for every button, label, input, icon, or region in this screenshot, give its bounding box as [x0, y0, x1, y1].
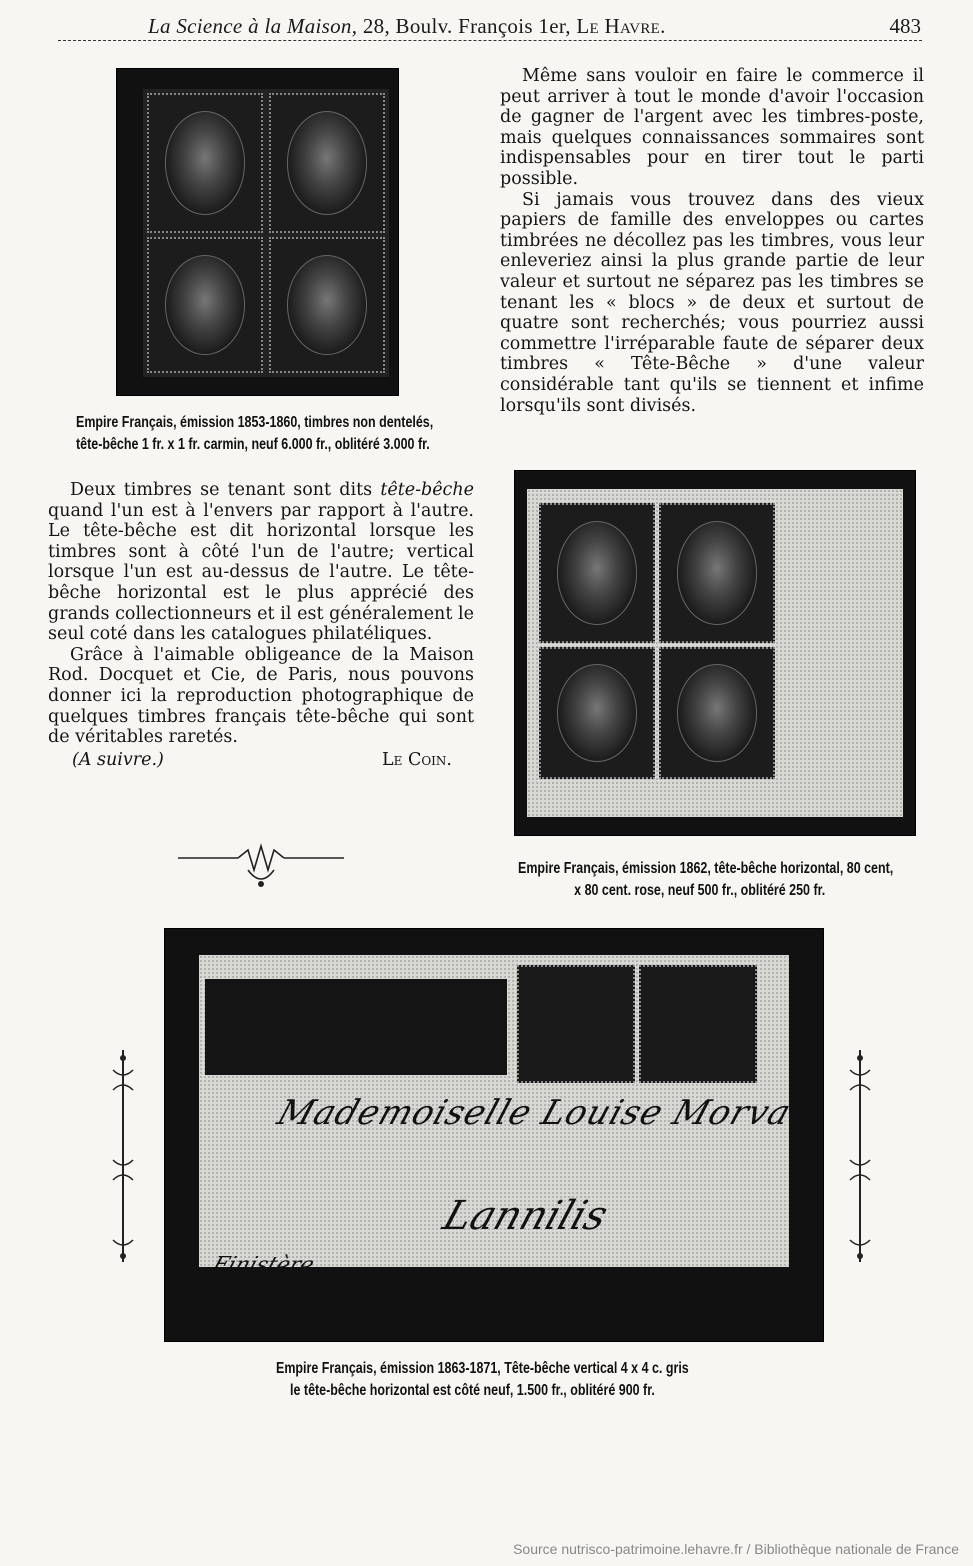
right-paragraph-2: Si jamais vous trouvez dans des vieux papiers de famille des enveloppes ou cartes timbrées ne décollez pas les timbres, vous leur enleveriez ainsi la plus grande partie de leur valeur et surtout ne séparez pas les timbres se tenant les « blocs » de deux et surtout de quatre sont recherchés; vous pourriez aussi commettre l'irréparable faute de séparer deux timbres « Tête-Bêche » d'une valeur considérable tant qu'ils se tiennent et infime lorsqu'ils sont divisés.: [500, 189, 924, 416]
source-attribution: Source nutrisco-patrimoine.lehavre.fr / Bibliothèque nationale de France: [513, 1541, 959, 1557]
stamp-2-top-left: [539, 503, 655, 643]
figure-2-caption: [518, 858, 893, 902]
stamp-bottom-right: [269, 237, 385, 373]
stamp-2-top-right: [659, 503, 775, 643]
figure-3-caption: [276, 1358, 689, 1402]
fleuron-ornament-icon: [178, 840, 344, 892]
right-border-ornament-icon: [845, 1050, 875, 1262]
stamp-bottom-left: [147, 237, 263, 373]
left-border-ornament-icon: [108, 1050, 138, 1262]
left-paragraph-1-end: quand l'un est à l'envers par rapport à l'autre. Le tête-bêche est dit horizontal lorsque les timbres sont à côté l'un de l'autre; vertical lorsque l'un est au-dessus de l'autre. Le tête-bêche horizontal est le plus apprécié des grands collectionneurs et il est généralement le seul coté dans les catalogues philatéliques.: [48, 500, 474, 645]
left-column-text: [48, 480, 474, 770]
right-column-text: [500, 66, 924, 416]
stamp-2-bottom-left: [539, 647, 655, 779]
figure-2-caption-line-2: x 80 cent. rose, neuf 500 fr., oblitéré 250 fr.: [574, 882, 826, 899]
journal-city: Le Havre.: [576, 14, 666, 38]
left-paragraph-1: [48, 480, 474, 645]
figure-3-envelope-photo: [164, 928, 824, 1342]
stamp-top-right: [269, 93, 385, 233]
envelope-stamp-right: [639, 965, 757, 1083]
figure-1-caption-line-1: Empire Français, émission 1853-1860, timbres non dentelés,: [76, 414, 434, 431]
figure-1-photo: [116, 68, 399, 396]
right-paragraph-1: Même sans vouloir en faire le commerce il peut arriver à tout le monde d'avoir l'occasion de gagner de l'argent avec les timbres-poste, mais quelques connaissances sommaires sont indispensables pour en tirer tout le parti possible.: [500, 66, 924, 189]
signature-row: [48, 750, 474, 771]
figure-2-caption-line-1: Empire Français, émission 1862, tête-bêche horizontal, 80 cent,: [518, 860, 894, 877]
envelope-region-handwriting: Finistère: [208, 1253, 318, 1278]
header-rule: [58, 40, 922, 41]
page-number: 483: [889, 14, 921, 38]
envelope-dark-stamp-area: [205, 979, 507, 1075]
envelope-town-handwriting: Lannilis: [437, 1193, 614, 1239]
figure-2-photo: [514, 470, 916, 836]
figure-1-caption-line-2: tête-bêche 1 fr. x 1 fr. carmin, neuf 6.000 fr., oblitéré 3.000 fr.: [76, 436, 430, 453]
stamp-top-left: [147, 93, 263, 233]
figure-3-caption-line-2: le tête-bêche horizontal est côté neuf, 1.500 fr., oblitéré 900 fr.: [290, 1382, 655, 1399]
figure-1-caption: [76, 412, 433, 456]
tete-beche-term: tête-bêche: [380, 480, 474, 500]
left-paragraph-2: Grâce à l'aimable obligeance de la Maison Rod. Docquet et Cie, de Paris, nous pouvons donner ici la reproduction photographique de quelques timbres français tête-bêche qui sont de véritables raretés.: [48, 644, 474, 748]
journal-address: 28, Boulv. François 1er,: [362, 14, 571, 38]
envelope-address-handwriting: Mademoiselle Louise Morvan: [272, 1093, 820, 1133]
figure-3-caption-line-1: Empire Français, émission 1863-1871, Tête-bêche vertical 4 x 4 c. gris: [276, 1360, 689, 1377]
author-signature: Le Coin.: [382, 749, 452, 770]
journal-name: La Science à la Maison,: [148, 14, 358, 38]
stamp-2-bottom-right: [659, 647, 775, 779]
envelope-stamp-left: [517, 965, 635, 1083]
journal-title: [148, 14, 666, 39]
left-paragraph-1-start: Deux timbres se tenant sont dits: [70, 480, 381, 500]
running-header: [0, 8, 973, 42]
to-be-continued: (A suivre.): [72, 749, 164, 770]
